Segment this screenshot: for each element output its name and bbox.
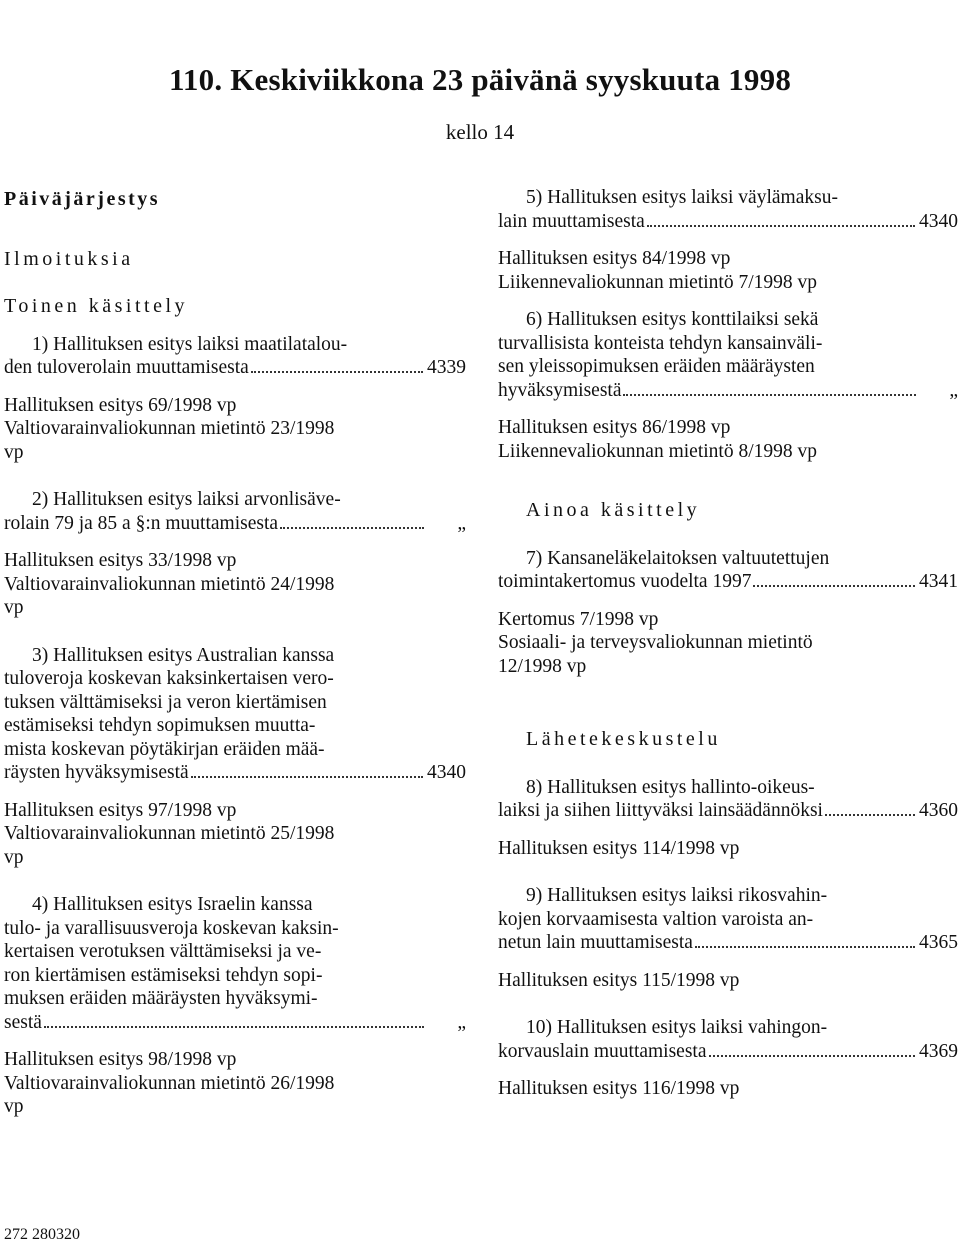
- leader-dots: [695, 945, 915, 948]
- item-text: kojen korvaamisesta valtion varoista an-: [498, 908, 814, 930]
- page-number: „: [949, 379, 958, 401]
- leader-dots: [709, 1054, 915, 1057]
- reference: 12/1998 vp: [498, 655, 587, 677]
- item-text: 6) Hallituksen esitys konttilaiksi sekä: [526, 309, 819, 330]
- page-number: 4340: [919, 210, 958, 232]
- leader-dots: [825, 813, 915, 816]
- item-text: 5) Hallituksen esitys laiksi väylämaksu-: [526, 187, 838, 208]
- announcements-heading: Ilmoituksia: [4, 247, 134, 270]
- item-text: rolain 79 ja 85 a §:n muuttamisesta: [4, 512, 279, 534]
- reference: Hallituksen esitys 84/1998 vp: [498, 248, 731, 269]
- reference: Valtiovarainvaliokunnan mietintö 24/1998: [4, 573, 335, 595]
- reference: Hallituksen esitys 33/1998 vp: [4, 550, 237, 571]
- reference: vp: [4, 597, 24, 618]
- page-number: „: [457, 512, 466, 534]
- page-number: 4341: [919, 571, 958, 592]
- item-text: 3) Hallituksen esitys Australian kanssa: [32, 644, 335, 666]
- item-text: lain muuttamisesta: [498, 210, 645, 232]
- item-text: 2) Hallituksen esitys laiksi arvonlisäve-: [32, 489, 341, 510]
- item-text: tulo- ja varallisuusveroja koskevan kaksin-: [4, 917, 339, 939]
- only-reading-heading: Ainoa käsittely: [526, 499, 701, 521]
- agenda-item-10: [498, 1016, 958, 1101]
- agenda-item-1: [4, 333, 466, 465]
- reference: Hallituksen esitys 115/1998 vp: [498, 969, 740, 991]
- session-time: kello 14: [445, 120, 515, 144]
- item-text: estämiseksi tehdyn sopimuksen muutta-: [4, 715, 316, 736]
- item-text: korvauslain muuttamisesta: [498, 1040, 707, 1062]
- item-text: 1) Hallituksen esitys laiksi maatilatalou-: [32, 333, 348, 355]
- item-text: ron kiertämisen estämiseksi tehdyn sopi-: [4, 964, 323, 986]
- item-text: mista koskevan pöytäkirjan eräiden mää-: [4, 738, 325, 760]
- left-column: [4, 188, 466, 1119]
- page-number: 4369: [919, 1040, 958, 1062]
- leader-dots: [280, 526, 424, 529]
- agenda-item-8: [498, 776, 958, 861]
- agenda-item-9: [498, 884, 958, 992]
- reference: vp: [4, 1096, 24, 1117]
- page-title: 110. Keskiviikkona 23 päivänä syyskuuta 1998: [168, 62, 792, 97]
- page-number: 4365: [919, 932, 958, 953]
- reference: Valtiovarainvaliokunnan mietintö 23/1998: [4, 418, 335, 439]
- item-text: 7) Kansaneläkelaitoksen valtuutettujen: [526, 547, 830, 569]
- agenda-heading: Päiväjärjestys: [4, 188, 161, 210]
- item-text: toimintakertomus vuodelta 1997: [498, 571, 752, 592]
- right-column: [498, 186, 958, 1101]
- item-text: 8) Hallituksen esitys hallinto-oikeus-: [526, 776, 815, 798]
- agenda-item-3: [4, 644, 466, 870]
- reference: Hallituksen esitys 97/1998 vp: [4, 799, 237, 821]
- item-text: muksen eräiden määräysten hyväksymi-: [4, 988, 318, 1009]
- page-number: 4360: [919, 800, 958, 821]
- item-text: sestä: [4, 1011, 42, 1033]
- reference: Hallituksen esitys 69/1998 vp: [4, 394, 237, 416]
- item-text: tuloveroja koskevan kaksinkertaisen vero-: [4, 668, 334, 689]
- reference: Hallituksen esitys 98/1998 vp: [4, 1049, 237, 1070]
- reference: Liikennevaliokunnan mietintö 8/1998 vp: [498, 440, 817, 462]
- referral-debate-heading: Lähetekeskustelu: [526, 728, 721, 750]
- reference: vp: [4, 846, 24, 868]
- agenda-item-4: [4, 893, 466, 1119]
- item-text: tuksen välttämiseksi ja veron kiertämisen: [4, 691, 327, 713]
- agenda-item-5: [498, 186, 958, 294]
- footer-code: 272 280320: [4, 1226, 80, 1243]
- agenda-item-7: [498, 547, 958, 679]
- item-text: kertaisen verotuksen välttämiseksi ja ve-: [4, 941, 322, 962]
- item-text: räysten hyväksymisestä: [4, 762, 189, 783]
- reference: Valtiovarainvaliokunnan mietintö 25/1998: [4, 823, 335, 844]
- item-text: 4) Hallituksen esitys Israelin kanssa: [32, 894, 313, 915]
- page-number: „: [457, 1011, 466, 1033]
- leader-dots: [44, 1025, 424, 1028]
- reference: Hallituksen esitys 114/1998 vp: [498, 837, 740, 859]
- item-text: 9) Hallituksen esitys laiksi rikosvahin-: [526, 885, 828, 906]
- reference: Hallituksen esitys 86/1998 vp: [498, 417, 731, 438]
- item-text: 10) Hallituksen esitys laiksi vahingon-: [526, 1017, 828, 1038]
- item-text: sen yleissopimuksen eräiden määräysten: [498, 356, 815, 377]
- second-reading-heading: Toinen käsittely: [4, 295, 189, 317]
- leader-dots: [623, 393, 916, 396]
- leader-dots: [191, 775, 423, 778]
- reference: Sosiaali- ja terveysvaliokunnan mietintö: [498, 632, 813, 653]
- reference: Kertomus 7/1998 vp: [498, 608, 659, 630]
- page-number: 4340: [427, 762, 466, 783]
- reference: vp: [4, 441, 24, 463]
- reference: Hallituksen esitys 116/1998 vp: [498, 1078, 740, 1099]
- item-text: netun lain muuttamisesta: [498, 932, 693, 953]
- reference: Liikennevaliokunnan mietintö 7/1998 vp: [498, 271, 817, 293]
- page-number: 4339: [427, 357, 466, 378]
- leader-dots: [647, 224, 915, 227]
- agenda-item-6: [498, 308, 958, 463]
- item-text: laiksi ja siihen liittyväksi lainsäädännöksi: [498, 800, 823, 821]
- item-text: den tuloverolain muuttamisesta: [4, 357, 249, 378]
- reference: Valtiovarainvaliokunnan mietintö 26/1998: [4, 1072, 335, 1094]
- leader-dots: [251, 370, 423, 373]
- item-text: turvallisista konteista tehdyn kansainväli-: [498, 332, 823, 354]
- agenda-item-2: [4, 488, 466, 620]
- item-text: hyväksymisestä: [498, 379, 622, 401]
- leader-dots: [753, 584, 915, 587]
